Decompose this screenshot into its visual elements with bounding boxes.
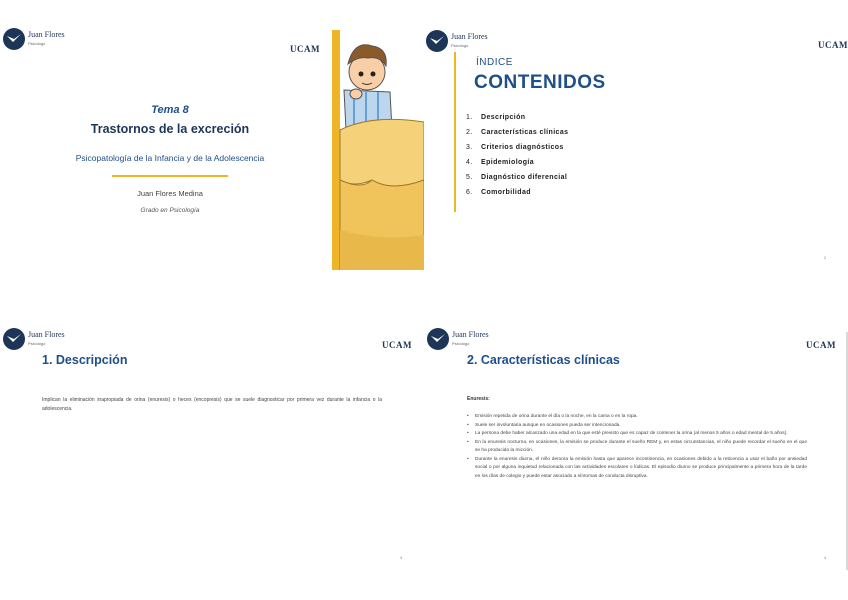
slide-title: 1. Descripción bbox=[42, 353, 128, 367]
ucam-logo: UCAM bbox=[290, 44, 320, 54]
slide-1-title[interactable] bbox=[0, 0, 424, 300]
bird-icon bbox=[3, 28, 25, 50]
list-item: 3. Criterios diagnósticos bbox=[466, 144, 564, 151]
ucam-logo: UCAM bbox=[382, 340, 412, 350]
logo-sub: Psicólogo bbox=[28, 41, 46, 46]
course-subtitle: Psicopatología de la Infancia y de la Adolescencia bbox=[75, 153, 265, 163]
juan-flores-logo bbox=[427, 328, 489, 350]
list-item: 4. Epidemiología bbox=[466, 159, 535, 166]
topic-number: Tema 8 bbox=[151, 104, 189, 116]
logo-name: Juan Flores bbox=[28, 330, 65, 339]
bird-icon bbox=[426, 30, 448, 52]
degree-name: Grado en Psicología bbox=[140, 207, 200, 214]
ucam-logo: UCAM bbox=[806, 340, 836, 350]
logo-name: Juan Flores bbox=[451, 32, 488, 41]
enuresis-label: Enuresis: bbox=[467, 396, 490, 402]
bird-icon bbox=[427, 328, 449, 350]
juan-flores-logo bbox=[3, 28, 65, 50]
ucam-logo: UCAM bbox=[818, 40, 848, 50]
list-item: 2. Características clínicas bbox=[466, 129, 569, 136]
juan-flores-logo bbox=[3, 328, 65, 350]
index-label: ÍNDICE bbox=[476, 57, 513, 68]
list-item: • En la enuresis nocturna, en ocasiones, la emisión se produce durante el sueño REM y, en estas circunstancias, el niño puede recordar el sueño en el que se ha producido la micción. bbox=[467, 439, 807, 453]
author-name: Juan Flores Medina bbox=[137, 189, 203, 198]
list-item: • Emisión repetida de orina durante el día o la noche, en la cama o en la ropa. bbox=[467, 414, 638, 419]
bird-icon bbox=[3, 328, 25, 350]
list-item: 5. Diagnóstico diferencial bbox=[466, 174, 568, 181]
slide-4-clinical[interactable] bbox=[424, 300, 848, 600]
child-bed-illustration bbox=[332, 30, 424, 270]
contents-list bbox=[466, 114, 568, 204]
slide-title: Trastornos de la excreción bbox=[90, 122, 250, 136]
logo-sub: Psicólogo bbox=[451, 43, 469, 48]
logo-sub: Psicólogo bbox=[452, 341, 470, 346]
list-item: • Durante la enuresis diurna, el niño demora la emisión hasta que aparece incontinencia, en ocasiones debido a la reticencia a usar el baño por ansiedad social o por alguna inquietud relacionada con las actividades escolares o lúdicas. El episodio diurno se produce principalmente a primera hora de la tarde en los días de colegio y puede estar asociado a síntomas de conducta disruptiva. bbox=[467, 456, 807, 479]
page-number: 4 bbox=[824, 555, 827, 560]
contents-heading: CONTENIDOS bbox=[474, 72, 606, 93]
list-item: • La persona debe haber alcanzado una edad en la que esté previsto que es capaz de contener la orina (al menos 5 años o edad mental de 5 años). bbox=[467, 431, 788, 436]
logo-name: Juan Flores bbox=[452, 330, 489, 339]
list-item: 6. Comorbilidad bbox=[466, 189, 531, 196]
juan-flores-logo bbox=[426, 30, 488, 52]
logo-sub: Psicólogo bbox=[28, 341, 46, 346]
logo-name: Juan Flores bbox=[28, 30, 65, 39]
divider-line bbox=[112, 175, 228, 177]
list-item: • Suele ser involuntaria aunque en ocasiones pueda ser intencionada. bbox=[467, 422, 621, 428]
page-number: 2 bbox=[824, 255, 827, 260]
slide-3-description[interactable] bbox=[0, 300, 424, 600]
description-text: Implican la eliminación inapropiada de orina (enuresis) o heces (encopresis) que se suele diagnosticar por primera vez durante la infancia o la adolescencia. bbox=[42, 397, 382, 412]
list-item: 1. Descripción bbox=[466, 114, 526, 121]
slide-2-contents[interactable] bbox=[424, 0, 848, 300]
clinical-list bbox=[467, 413, 807, 481]
accent-bar bbox=[454, 52, 456, 212]
slide-title: 2. Características clínicas bbox=[467, 353, 620, 367]
page-number: 3 bbox=[400, 555, 403, 560]
